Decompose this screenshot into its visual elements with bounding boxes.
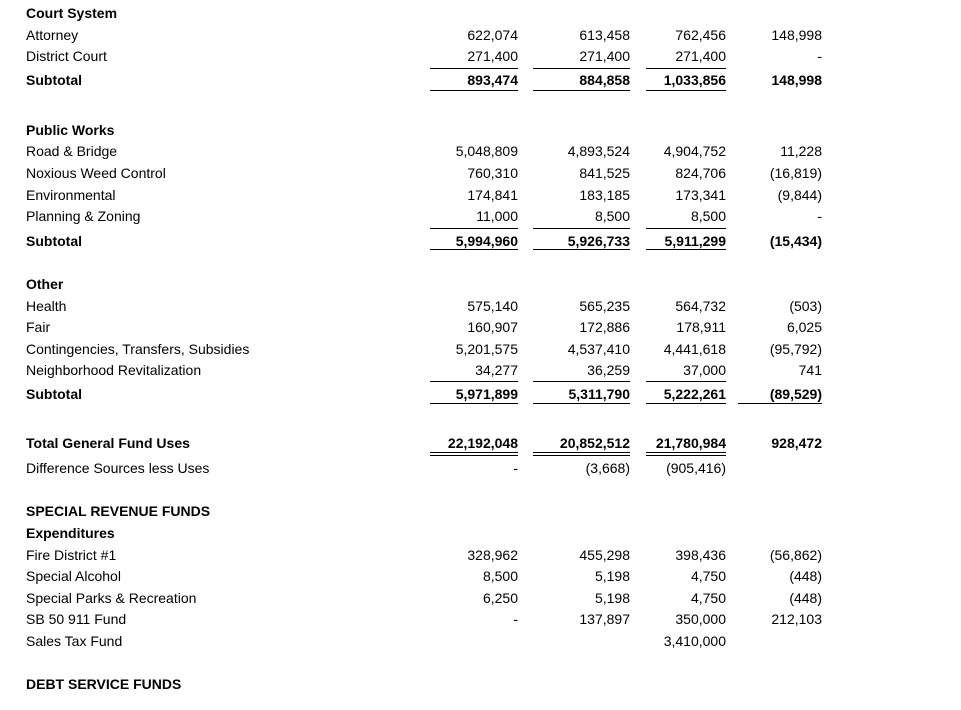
value-cell-c2: 5,311,790 (568, 386, 630, 402)
value-cell-c3: 178,911 (676, 319, 726, 335)
section-heading (0, 120, 961, 140)
value-cell-c2: 172,886 (579, 319, 630, 335)
value-cell-c1: 575,140 (467, 298, 518, 314)
subtotal-row (0, 384, 961, 404)
value-cell-c1: 5,201,575 (455, 341, 518, 357)
value-cell-c4: (448) (789, 590, 822, 606)
rule-line (646, 452, 726, 453)
table-row (0, 631, 961, 651)
value-cell-c3: 4,441,618 (663, 341, 726, 357)
rule-line (646, 68, 726, 69)
rule-line (533, 68, 630, 69)
value-cell-c2: 841,525 (579, 165, 630, 181)
value-cell-c4: (9,844) (777, 187, 822, 203)
row-label: SB 50 911 Fund (26, 611, 127, 627)
value-cell-c4: (16,819) (769, 165, 822, 181)
value-cell-c4: 148,998 (771, 27, 822, 43)
value-cell-c1: - (513, 460, 518, 476)
value-cell-c4: 11,228 (780, 143, 822, 159)
value-cell-c3: 173,341 (675, 187, 726, 203)
value-cell-c1: 174,841 (467, 187, 518, 203)
row-label: Neighborhood Revitalization (26, 362, 202, 378)
value-cell-c3: 824,706 (675, 165, 726, 181)
value-cell-c2 (530, 631, 630, 651)
table-row (0, 588, 961, 608)
value-cell-c4: (89,529) (769, 386, 822, 402)
subtotal-row (0, 231, 961, 251)
rule-line (646, 403, 726, 404)
rule-line (430, 452, 518, 453)
table-row (0, 458, 961, 478)
value-cell-c3: 4,750 (690, 568, 726, 584)
value-cell-c2: 5,926,733 (567, 233, 630, 249)
value-cell-c1: 6,250 (482, 590, 518, 606)
table-row (0, 185, 961, 205)
row-label: Sales Tax Fund (26, 633, 123, 649)
value-cell-c1: 5,048,809 (455, 143, 518, 159)
row-label: Fair (26, 319, 51, 335)
row-label: Total General Fund Uses (26, 435, 190, 451)
section-heading (0, 501, 961, 521)
row-label: Expenditures (26, 525, 115, 541)
value-cell-c4 (722, 458, 822, 478)
value-cell-c4: (503) (789, 298, 822, 314)
value-cell-c2: 4,893,524 (567, 143, 630, 159)
row-label: Fire District #1 (26, 547, 117, 563)
value-cell-c2: 565,235 (579, 298, 630, 314)
value-cell-c1: 328,962 (467, 547, 518, 563)
value-cell-c1 (418, 631, 518, 651)
rule-line (738, 403, 822, 404)
rule-line (430, 68, 518, 69)
table-row (0, 141, 961, 161)
table-row (0, 296, 961, 316)
value-cell-c1: 34,277 (475, 362, 518, 378)
rule-line (533, 403, 630, 404)
value-cell-c3: 8,500 (690, 208, 726, 224)
section-heading (0, 523, 961, 543)
rule-line (430, 228, 518, 229)
table-row (0, 609, 961, 629)
rule-line (430, 90, 518, 91)
value-cell-c3: 5,222,261 (663, 386, 726, 402)
value-cell-c2: (3,668) (585, 460, 630, 476)
table-row (0, 360, 961, 380)
rule-line (646, 228, 726, 229)
row-label: SPECIAL REVENUE FUNDS (26, 503, 211, 519)
row-label: Special Alcohol (26, 568, 121, 584)
row-label: Subtotal (26, 386, 82, 402)
value-cell-c3: (905,416) (666, 460, 726, 476)
value-cell-c2: 5,198 (594, 568, 630, 584)
row-label: Contingencies, Transfers, Subsidies (26, 341, 250, 357)
row-label: DEBT SERVICE FUNDS (26, 676, 182, 692)
value-cell-c4 (722, 631, 822, 651)
value-cell-c4: - (817, 208, 822, 224)
table-row (0, 206, 961, 226)
row-label: Subtotal (26, 72, 82, 88)
rule-line (533, 228, 630, 229)
value-cell-c2: 271,400 (579, 48, 630, 64)
rule-line (533, 249, 630, 250)
value-cell-c2: 5,198 (594, 590, 630, 606)
section-heading (0, 674, 961, 694)
rule-line (646, 381, 726, 382)
table-row (0, 46, 961, 66)
value-cell-c1: 22,192,048 (447, 435, 518, 451)
row-label: Road & Bridge (26, 143, 118, 159)
value-cell-c3: 5,911,299 (664, 233, 726, 249)
value-cell-c4: 928,472 (771, 435, 822, 451)
row-label: Court System (26, 5, 118, 21)
value-cell-c2: 183,185 (579, 187, 630, 203)
value-cell-c1: 622,074 (467, 27, 518, 43)
table-row (0, 566, 961, 586)
value-cell-c3: 564,732 (675, 298, 726, 314)
table-row (0, 163, 961, 183)
section-heading (0, 3, 961, 23)
section-heading (0, 274, 961, 294)
value-cell-c3: 4,750 (690, 590, 726, 606)
value-cell-c3: 37,000 (683, 362, 726, 378)
value-cell-c2: 137,897 (579, 611, 630, 627)
value-cell-c3: 271,400 (675, 48, 726, 64)
rule-line (430, 455, 518, 456)
row-label: Planning & Zoning (26, 208, 141, 224)
row-label: Special Parks & Recreation (26, 590, 197, 606)
table-row (0, 433, 961, 453)
value-cell-c1: 5,994,960 (455, 233, 518, 249)
rule-line (646, 249, 726, 250)
value-cell-c4: - (817, 48, 822, 64)
value-cell-c2: 884,858 (579, 72, 630, 88)
value-cell-c1: 5,971,899 (455, 386, 518, 402)
rule-line (430, 249, 518, 250)
value-cell-c1: 760,310 (467, 165, 518, 181)
rule-line (533, 381, 630, 382)
row-label: District Court (26, 48, 107, 64)
value-cell-c3: 762,456 (675, 27, 726, 43)
value-cell-c2: 613,458 (579, 27, 630, 43)
row-label: Environmental (26, 187, 116, 203)
row-label: Attorney (26, 27, 79, 43)
rule-line (646, 455, 726, 456)
value-cell-c1: 8,500 (482, 568, 518, 584)
table-row (0, 317, 961, 337)
subtotal-row (0, 70, 961, 90)
value-cell-c4: (15,434) (769, 233, 822, 249)
row-label: Noxious Weed Control (26, 165, 166, 181)
rule-line (646, 90, 726, 91)
value-cell-c2: 20,852,512 (559, 435, 630, 451)
row-label: Subtotal (26, 233, 82, 249)
row-label: Health (26, 298, 67, 314)
value-cell-c4: (56,862) (769, 547, 822, 563)
value-cell-c1: 11,000 (476, 208, 518, 224)
value-cell-c2: 36,259 (587, 362, 630, 378)
table-row (0, 339, 961, 359)
value-cell-c3: 350,000 (675, 611, 726, 627)
rule-line (430, 381, 518, 382)
row-label: Other (26, 276, 64, 292)
value-cell-c4: 148,998 (771, 72, 822, 88)
value-cell-c1: 271,400 (467, 48, 518, 64)
value-cell-c3: 4,904,752 (663, 143, 726, 159)
rule-line (533, 455, 630, 456)
value-cell-c2: 8,500 (594, 208, 630, 224)
value-cell-c3: 21,780,984 (655, 435, 726, 451)
value-cell-c3: 398,436 (675, 547, 726, 563)
value-cell-c2: 4,537,410 (567, 341, 630, 357)
row-label: Public Works (26, 122, 115, 138)
value-cell-c1: 893,474 (467, 72, 518, 88)
value-cell-c3: 1,033,856 (663, 72, 726, 88)
value-cell-c3: 3,410,000 (663, 633, 726, 649)
value-cell-c4: 212,103 (771, 611, 822, 627)
value-cell-c4: 6,025 (786, 319, 822, 335)
value-cell-c4: (448) (789, 568, 822, 584)
value-cell-c4: 741 (798, 362, 822, 378)
value-cell-c1: - (513, 611, 518, 627)
value-cell-c1: 160,907 (467, 319, 518, 335)
table-row (0, 25, 961, 45)
value-cell-c4: (95,792) (769, 341, 822, 357)
row-label: Difference Sources less Uses (26, 460, 210, 476)
value-cell-c2: 455,298 (579, 547, 630, 563)
rule-line (533, 90, 630, 91)
rule-line (533, 452, 630, 453)
table-row (0, 545, 961, 565)
rule-line (430, 403, 518, 404)
